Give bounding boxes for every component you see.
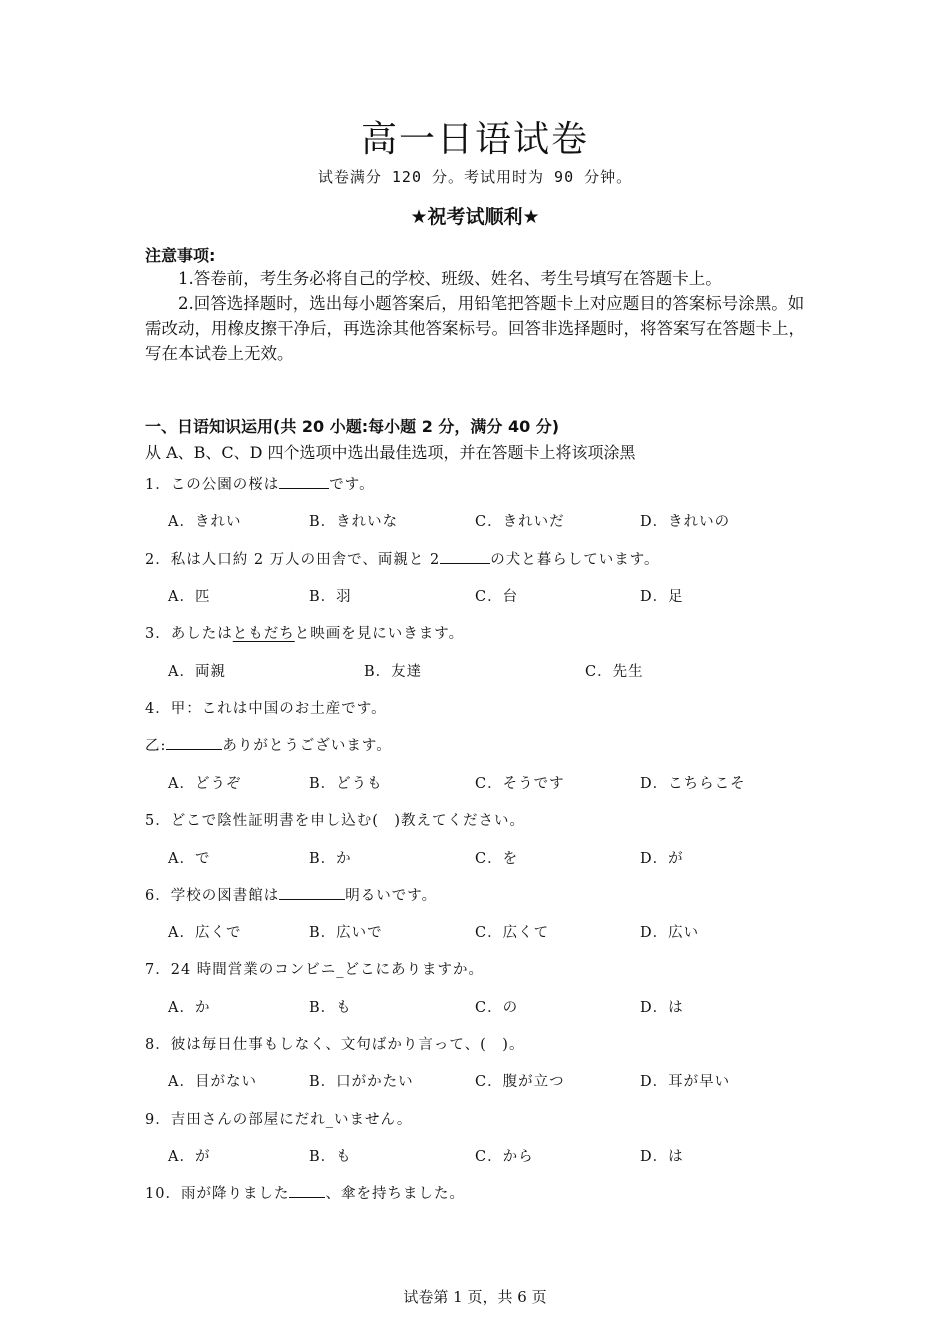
question-text: 乙: (145, 738, 167, 754)
exam-subtitle: 试卷满分 120 分。考试用时为 90 分钟。 (317, 168, 633, 186)
option-c[interactable]: C．から (475, 1149, 534, 1165)
answer-blank (289, 1183, 325, 1198)
exam-title: 高一日语试卷 (360, 119, 589, 160)
option-d[interactable]: D．は (640, 1000, 684, 1016)
question-8: 8．彼は毎日仕事もしなく、文句ばかり言って、( )。 (145, 1037, 525, 1053)
question-text: の犬と暮らしています。 (490, 552, 660, 568)
question-text: ありがとうございます。 (222, 738, 392, 754)
question-text: と映画を見にいきます。 (294, 626, 465, 642)
question-text: 10．雨が降りました (145, 1186, 290, 1202)
option-a[interactable]: A．が (168, 1149, 211, 1165)
option-d[interactable]: D．は (640, 1149, 684, 1165)
section-heading: 一、日语知识运用(共 20 小题:每小题 2 分，满分 40 分) (145, 417, 560, 436)
option-c[interactable]: C．先生 (585, 664, 644, 680)
option-b[interactable]: B．も (309, 1000, 352, 1016)
option-c[interactable]: C．の (475, 1000, 519, 1016)
question-10 (145, 1182, 465, 1203)
option-a[interactable]: A．きれい (168, 514, 242, 530)
option-a[interactable]: A．目がない (168, 1074, 257, 1090)
option-a[interactable]: A．広くで (168, 925, 242, 941)
option-d[interactable]: D．広い (640, 925, 700, 941)
option-c[interactable]: C．きれいだ (475, 514, 565, 530)
option-d[interactable]: D．足 (640, 589, 684, 605)
question-6 (145, 884, 437, 905)
question-text: 1．この公園の桜は (145, 477, 280, 493)
question-4: 4．甲：これは中国のお土産です。 (145, 701, 387, 717)
question-7: 7．24 時間営業のコンビニ_どこにありますか。 (145, 962, 485, 978)
question-4-line-2 (145, 734, 392, 755)
option-c[interactable]: C．腹が立つ (475, 1074, 565, 1090)
question-1 (145, 473, 375, 494)
option-d[interactable]: D．が (640, 851, 684, 867)
underlined-word: ともだち (232, 626, 295, 642)
question-text: 明るいです。 (345, 888, 438, 904)
option-b[interactable]: B．羽 (309, 589, 352, 605)
question-9: 9．吉田さんの部屋にだれ_いません。 (145, 1112, 413, 1128)
question-text: 3．あしたは (145, 626, 233, 642)
question-text: 6．学校の図書館は (145, 888, 280, 904)
answer-blank (279, 474, 329, 489)
option-b[interactable]: B．友達 (364, 664, 423, 680)
answer-blank (166, 735, 222, 750)
option-d[interactable]: D．こちらこそ (640, 776, 746, 792)
question-3 (145, 622, 464, 643)
question-2 (145, 548, 660, 569)
option-c[interactable]: C．広くて (475, 925, 550, 941)
option-b[interactable]: B．きれいな (309, 514, 399, 530)
answer-blank (279, 885, 345, 900)
good-luck-banner: ★祝考试顺利★ (410, 206, 540, 228)
question-text: 、傘を持ちました。 (325, 1186, 465, 1202)
notice-body (145, 266, 810, 366)
notice-item-1: 1.答卷前，考生务必将自己的学校、班级、姓名、考生号填写在答题卡上。 (178, 269, 722, 288)
question-text: です。 (329, 477, 375, 493)
option-c[interactable]: C．そうです (475, 776, 565, 792)
option-b[interactable]: B．口がかたい (309, 1074, 414, 1090)
page-footer: 试卷第 1 页，共 6 页 (403, 1288, 547, 1306)
answer-blank (440, 549, 490, 564)
option-c[interactable]: C．台 (475, 589, 519, 605)
section-instruction: 从 A、B、C、D 四个选项中选出最佳选项，并在答题卡上将该项涂黑 (145, 443, 636, 462)
option-a[interactable]: A．匹 (168, 589, 211, 605)
option-a[interactable]: A．どうぞ (168, 776, 242, 792)
notice-heading: 注意事项: (145, 246, 216, 265)
notice-item-2: 2.回答选择题时，选出每小题答案后，用铅笔把答题卡上对应题目的答案标号涂黑。如需改动，用橡皮擦干净后，再选涂其他答案标号。回答非选择题时，将答案写在答题卡上，写在本试卷上无效。 (145, 294, 805, 363)
option-a[interactable]: A．両親 (168, 664, 226, 680)
option-a[interactable]: A．か (168, 1000, 211, 1016)
option-b[interactable]: B．広いで (309, 925, 383, 941)
option-b[interactable]: B．か (309, 851, 352, 867)
option-d[interactable]: D．耳が早い (640, 1074, 731, 1090)
option-b[interactable]: B．も (309, 1149, 352, 1165)
option-b[interactable]: B．どうも (309, 776, 383, 792)
option-d[interactable]: D．きれいの (640, 514, 731, 530)
option-a[interactable]: A．で (168, 851, 211, 867)
question-5: 5．どこで陰性証明書を申し込む( )教えてください。 (145, 813, 526, 829)
option-c[interactable]: C．を (475, 851, 519, 867)
question-text: 2．私は人口約 2 万人の田舎で、両親と 2 (145, 552, 441, 568)
